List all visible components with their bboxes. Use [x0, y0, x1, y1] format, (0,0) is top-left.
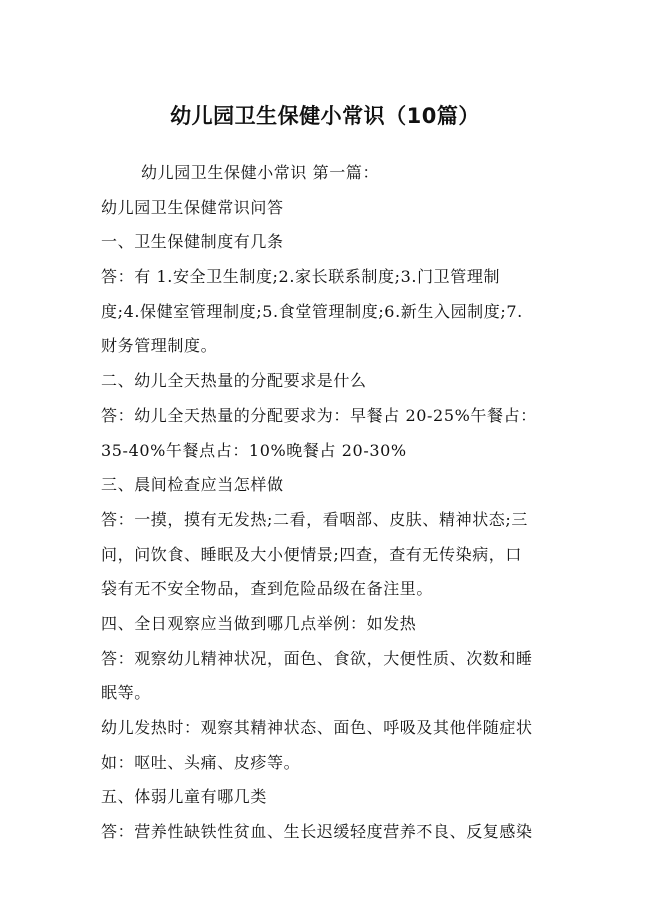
answer-line: 财务管理制度。 — [101, 336, 218, 356]
answer-line: 答：有 1.安全卫生制度;2.家长联系制度;3.门卫管理制 — [101, 267, 501, 287]
section-heading: 幼儿园卫生保健小常识 第一篇： — [141, 163, 380, 182]
answer-line: 答：一摸，摸有无发热;二看，看咽部、皮肤、精神状态;三 — [101, 509, 528, 529]
answer-line: 答：营养性缺铁性贫血、生长迟缓轻度营养不良、反复感染 — [101, 822, 533, 842]
answer-line: 度;4.保健室管理制度;5.食堂管理制度;6.新生入园制度;7. — [101, 301, 523, 321]
question-line: 四、全日观察应当做到哪几点举例：如发热 — [101, 613, 417, 633]
answer-line: 答：幼儿全天热量的分配要求为：早餐占 20-25%午餐占： — [101, 405, 537, 425]
answer-line: 问，问饮食、睡眠及大小便情景;四查，查有无传染病，口 — [101, 544, 522, 564]
answer-line: 35-40%午餐点占：10%晚餐占 20-30% — [101, 440, 407, 460]
question-line: 三、晨间检查应当怎样做 — [101, 475, 284, 495]
text-line: 如：呕吐、头痛、皮疹等。 — [101, 752, 301, 772]
document-body — [101, 156, 561, 850]
text-line: 幼儿发热时：观察其精神状态、面色、呼吸及其他伴随症状 — [101, 718, 533, 737]
answer-line: 答：观察幼儿精神状况，面色、食欲，大便性质、次数和睡 — [101, 648, 533, 668]
document-title: 幼儿园卫生保健小常识（10篇） — [170, 104, 480, 128]
text-line: 幼儿园卫生保健常识问答 — [101, 197, 284, 217]
question-line: 一、卫生保健制度有几条 — [101, 232, 284, 252]
question-line: 二、幼儿全天热量的分配要求是什么 — [101, 371, 367, 391]
question-line: 五、体弱儿童有哪几类 — [101, 787, 268, 807]
answer-line: 眠等。 — [101, 683, 151, 703]
answer-line: 袋有无不安全物品，查到危险品级在备注里。 — [101, 579, 434, 599]
